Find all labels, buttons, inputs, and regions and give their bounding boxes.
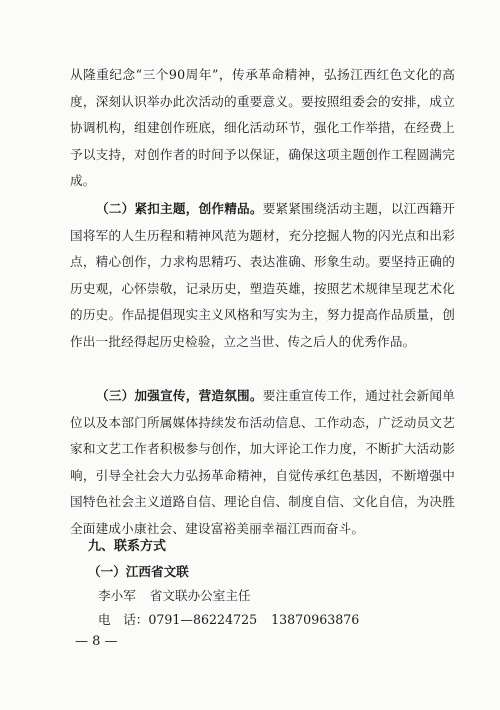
contact-subsection-title: （一）江西省文联 (88, 564, 189, 579)
section-3-heading: （三）加强宣传，营造氛围。 (96, 388, 263, 403)
phone-number-2: 13870963876 (271, 612, 360, 627)
section-2-heading: （二）紧扣主题，创作精品。 (96, 201, 263, 216)
paragraph-section-2 (70, 196, 455, 355)
contact-section-title: 九、联系方式 (88, 539, 167, 554)
contact-role: 省文联办公室主任 (149, 588, 251, 603)
page-number: — 8 — (75, 634, 118, 649)
contact-person-line (98, 586, 251, 606)
section-2-text: 要紧紧围绕活动主题，以江西籍开国将军的人生历程和精神风范为题材，充分挖掘人物的闪光点和出彩点，精心创作，力求构思精巧、表达准确、形象生动。要坚持正确的历史观，心怀崇敬，记录历史，塑造英雄，按照艺术规律呈现艺术化的历史。作品提倡现实主义风格和写实为主，努力提高作品质量，创作出一批经得起历史检验，立之当世、传之后人的优秀作品。 (70, 201, 455, 349)
paragraph-intro (70, 62, 455, 195)
phone-number-1: 0791—86224725 (148, 612, 258, 627)
section-3-text: 要注重宣传工作，通过社会新闻单位以及本部门所属媒体持续发布活动信息、工作动态，广泛动员文艺家和文艺工作者积极参与创作，加大评论工作力度，不断扩大活动影响，引导全社会大力弘扬革命精神，自觉传承红色基因，不断增强中国特色社会主义道路自信、理论自信、制度自信、文化自信，为决胜全面建成小康社会、建设富裕美丽幸福江西而奋斗。 (70, 388, 455, 536)
paragraph-intro-text: 从隆重纪念“三个90周年”，传承革命精神，弘扬江西红色文化的高度，深刻认识举办此次活动的重要意义。要按照组委会的安排，成立协调机构，组建创作班底，细化活动环节，强化工作举措，在经费上予以支持，对创作者的时间予以保证，确保这项主题创作工程圆满完成。 (70, 67, 455, 188)
contact-name: 李小军 (98, 588, 136, 603)
paragraph-section-3 (70, 383, 455, 542)
phone-label: 电 话： (98, 612, 149, 627)
contact-phone-line (98, 610, 359, 630)
